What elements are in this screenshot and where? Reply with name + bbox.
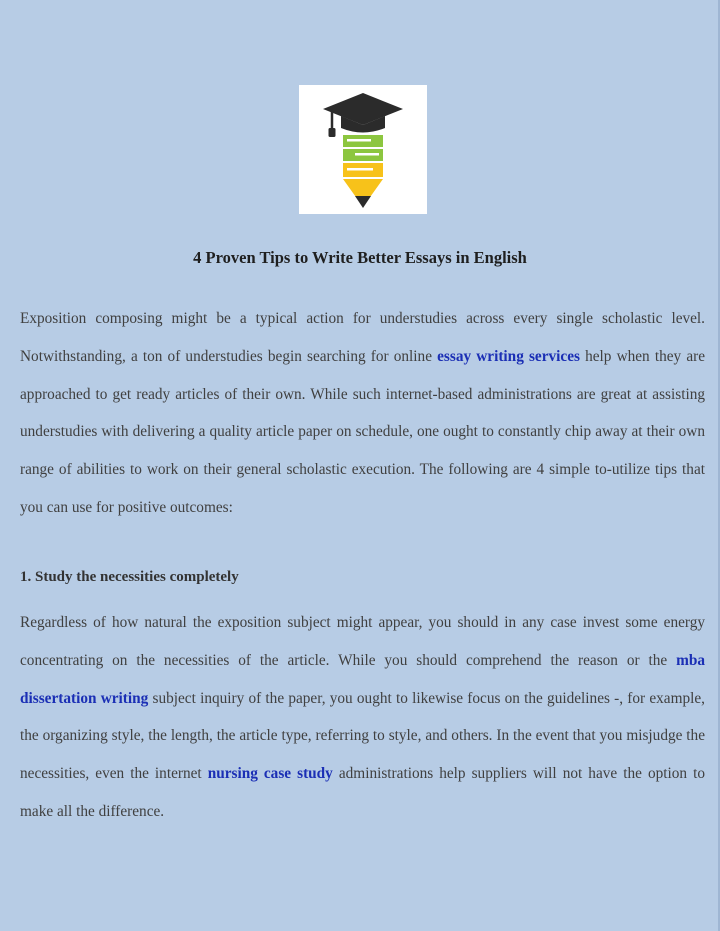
section-heading: 1. Study the necessities completely bbox=[20, 569, 239, 585]
essay-writing-services-link[interactable]: essay writing services bbox=[437, 347, 580, 365]
intro-text-end: help when they are approached to get ready articles of their own. While such internet-based administrations are great at assisting understudies with delivering a quality article paper on schedule, one ought to constantly chip away at their own range of abilities to work on their general scholastic execution. The following are 4 simple to-utilize tips that you can use for positive outcomes: bbox=[20, 347, 705, 516]
mba-dissertation-writing-link[interactable]: mba dissertation writing bbox=[20, 651, 705, 707]
graduation-cap-pencil-icon bbox=[299, 85, 427, 214]
section-text-b: subject inquiry of the paper, you ought to likewise focus on the guidelines -, for example, the organizing style, the length, the article type, referring to style, and others. In the event that you misjudge the necessities, even the internet bbox=[20, 689, 705, 783]
section-paragraph bbox=[20, 604, 705, 831]
nursing-case-study-link[interactable]: nursing case study bbox=[207, 765, 333, 783]
section-text-a: Regardless of how natural the exposition subject might appear, you should in any case invest some energy concentrating on the necessities of the article. While you should comprehend the reason or the bbox=[20, 614, 705, 669]
intro-text-start: Exposition composing might be a typical action for understudies across every single scholastic level. Notwithstanding, a ton of understudies begin searching for online bbox=[20, 310, 705, 365]
document-title: 4 Proven Tips to Write Better Essays in English bbox=[193, 248, 527, 267]
section-text-c: administrations help suppliers will not have the option to make all the difference. bbox=[20, 765, 705, 820]
logo bbox=[299, 85, 427, 214]
intro-paragraph bbox=[20, 300, 705, 527]
